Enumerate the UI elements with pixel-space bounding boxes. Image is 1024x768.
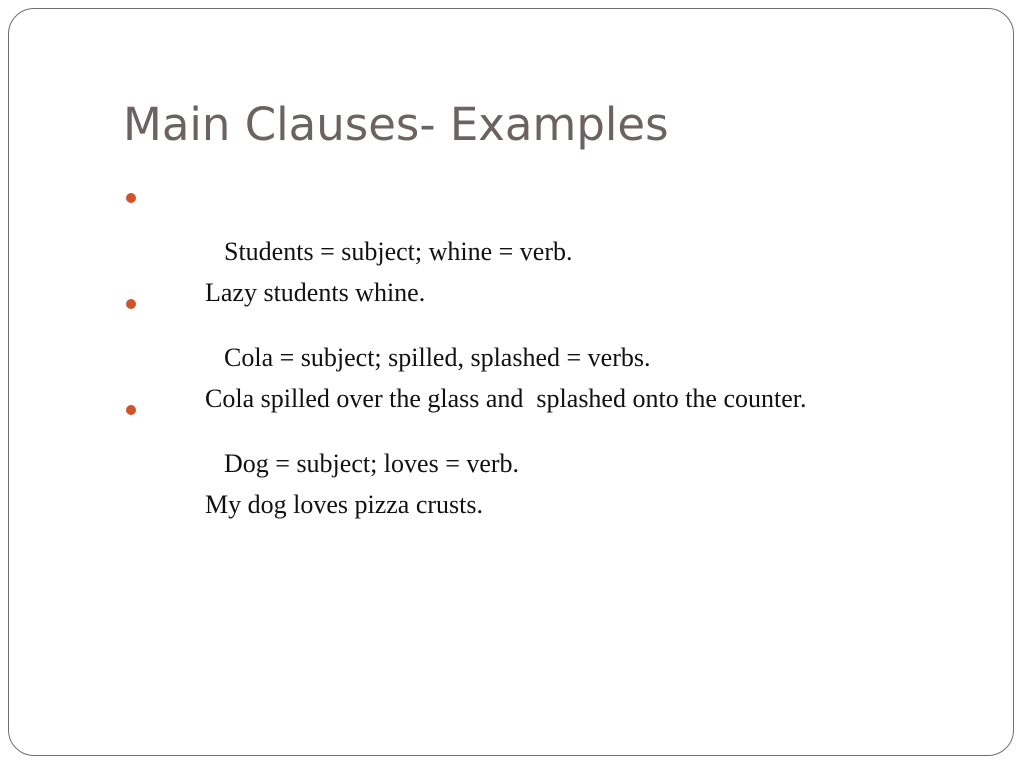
slide-body: [123, 175, 983, 519]
slide-title: Main Clauses- Examples: [123, 98, 669, 151]
bullet-icon: [126, 405, 136, 415]
bullet-icon: [126, 193, 136, 203]
bullet-icon: [126, 299, 136, 309]
example-sentence: My dog loves pizza crusts.: [205, 490, 484, 519]
example-analysis: Cola = subject; spilled, splashed = verbs.: [224, 343, 651, 372]
example-item: [123, 175, 983, 307]
slide-frame: [8, 8, 1014, 756]
example-analysis: Dog = subject; loves = verb.: [224, 449, 520, 478]
example-item: [123, 281, 983, 413]
example-sentence: Cola spilled over the glass and splashed onto the counter.: [205, 384, 807, 413]
example-item: [123, 387, 983, 519]
example-sentence: Lazy students whine.: [205, 278, 426, 307]
example-analysis: Students = subject; whine = verb.: [224, 237, 573, 266]
